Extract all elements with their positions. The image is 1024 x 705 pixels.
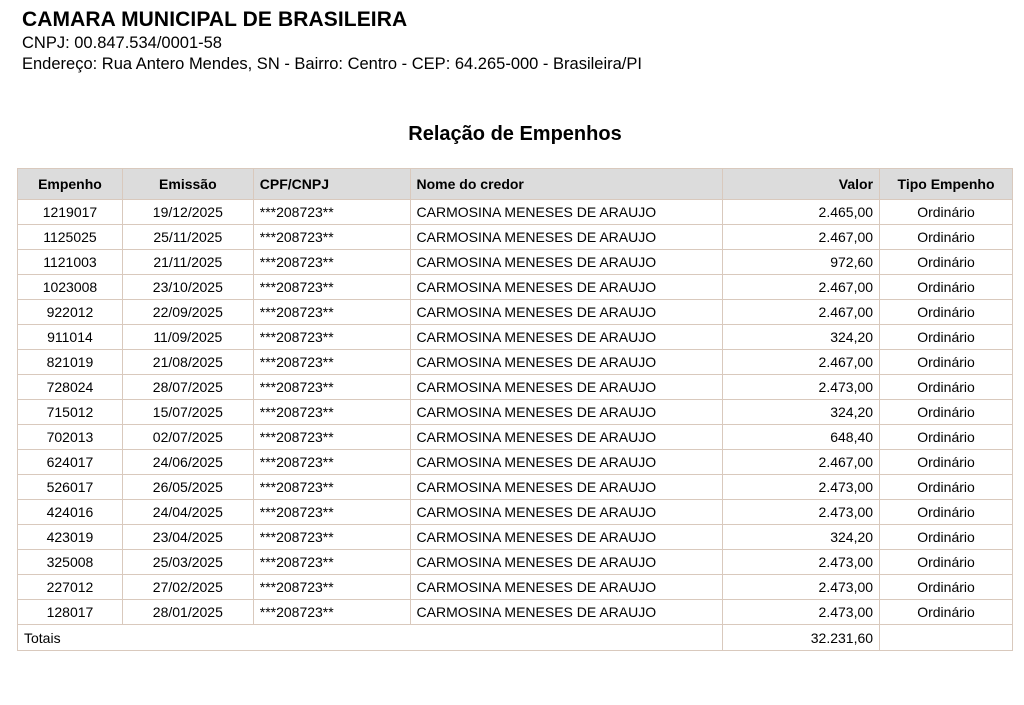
cell-nome-credor: CARMOSINA MENESES DE ARAUJO	[410, 325, 723, 350]
cell-cpf-cnpj: ***208723**	[253, 350, 410, 375]
cell-emissao: 11/09/2025	[122, 325, 253, 350]
cell-emissao: 26/05/2025	[122, 475, 253, 500]
table-row	[18, 350, 1013, 375]
cell-tipo-empenho: Ordinário	[880, 450, 1013, 475]
totals-label: Totais	[18, 625, 723, 651]
table-row	[18, 375, 1013, 400]
cell-cpf-cnpj: ***208723**	[253, 225, 410, 250]
cell-emissao: 28/07/2025	[122, 375, 253, 400]
cell-empenho: 728024	[18, 375, 123, 400]
cell-tipo-empenho: Ordinário	[880, 275, 1013, 300]
cell-empenho: 1125025	[18, 225, 123, 250]
header-row	[18, 169, 1013, 200]
cell-empenho: 821019	[18, 350, 123, 375]
cell-valor: 324,20	[723, 400, 880, 425]
cell-empenho: 702013	[18, 425, 123, 450]
org-address: Endereço: Rua Antero Mendes, SN - Bairro: Centro - CEP: 64.265-000 - Brasileira/PI	[22, 55, 642, 73]
cell-nome-credor: CARMOSINA MENESES DE ARAUJO	[410, 425, 723, 450]
cell-tipo-empenho: Ordinário	[880, 425, 1013, 450]
cell-tipo-empenho: Ordinário	[880, 525, 1013, 550]
cell-empenho: 1219017	[18, 200, 123, 225]
col-header-emissao: Emissão	[122, 169, 253, 200]
cell-valor: 2.467,00	[723, 350, 880, 375]
table-footer	[18, 625, 1013, 651]
cell-emissao: 15/07/2025	[122, 400, 253, 425]
cell-cpf-cnpj: ***208723**	[253, 600, 410, 625]
cell-nome-credor: CARMOSINA MENESES DE ARAUJO	[410, 375, 723, 400]
cell-cpf-cnpj: ***208723**	[253, 300, 410, 325]
cell-nome-credor: CARMOSINA MENESES DE ARAUJO	[410, 350, 723, 375]
cell-valor: 324,20	[723, 525, 880, 550]
cell-nome-credor: CARMOSINA MENESES DE ARAUJO	[410, 500, 723, 525]
cell-emissao: 27/02/2025	[122, 575, 253, 600]
cell-valor: 2.473,00	[723, 500, 880, 525]
table-body	[18, 200, 1013, 625]
cell-tipo-empenho: Ordinário	[880, 400, 1013, 425]
org-header	[22, 7, 642, 75]
cell-empenho: 715012	[18, 400, 123, 425]
cell-cpf-cnpj: ***208723**	[253, 275, 410, 300]
cell-valor: 2.465,00	[723, 200, 880, 225]
col-header-empenho: Empenho	[18, 169, 123, 200]
cell-empenho: 1023008	[18, 275, 123, 300]
cell-empenho: 911014	[18, 325, 123, 350]
cell-cpf-cnpj: ***208723**	[253, 575, 410, 600]
cell-tipo-empenho: Ordinário	[880, 550, 1013, 575]
cell-empenho: 325008	[18, 550, 123, 575]
cell-valor: 648,40	[723, 425, 880, 450]
cell-valor: 2.467,00	[723, 450, 880, 475]
cell-valor: 2.473,00	[723, 475, 880, 500]
org-name: CAMARA MUNICIPAL DE BRASILEIRA	[22, 8, 408, 31]
totals-value: 32.231,60	[723, 625, 880, 651]
cell-cpf-cnpj: ***208723**	[253, 525, 410, 550]
org-cnpj: CNPJ: 00.847.534/0001-58	[22, 34, 222, 52]
col-header-valor: Valor	[723, 169, 880, 200]
cell-valor: 972,60	[723, 250, 880, 275]
cell-cpf-cnpj: ***208723**	[253, 425, 410, 450]
cell-nome-credor: CARMOSINA MENESES DE ARAUJO	[410, 450, 723, 475]
table-row	[18, 225, 1013, 250]
cell-emissao: 23/10/2025	[122, 275, 253, 300]
table-row	[18, 425, 1013, 450]
cell-nome-credor: CARMOSINA MENESES DE ARAUJO	[410, 475, 723, 500]
col-header-nome-credor: Nome do credor	[410, 169, 723, 200]
cell-empenho: 423019	[18, 525, 123, 550]
cell-tipo-empenho: Ordinário	[880, 225, 1013, 250]
cell-emissao: 22/09/2025	[122, 300, 253, 325]
cell-valor: 2.467,00	[723, 275, 880, 300]
table-row	[18, 525, 1013, 550]
cell-nome-credor: CARMOSINA MENESES DE ARAUJO	[410, 275, 723, 300]
table-row	[18, 250, 1013, 275]
cell-tipo-empenho: Ordinário	[880, 200, 1013, 225]
col-header-cpf-cnpj: CPF/CNPJ	[253, 169, 410, 200]
cell-cpf-cnpj: ***208723**	[253, 450, 410, 475]
col-header-tipo-empenho: Tipo Empenho	[880, 169, 1013, 200]
cell-tipo-empenho: Ordinário	[880, 500, 1013, 525]
cell-valor: 2.473,00	[723, 575, 880, 600]
cell-tipo-empenho: Ordinário	[880, 375, 1013, 400]
cell-cpf-cnpj: ***208723**	[253, 400, 410, 425]
cell-empenho: 922012	[18, 300, 123, 325]
table-row	[18, 475, 1013, 500]
cell-empenho: 424016	[18, 500, 123, 525]
cell-tipo-empenho: Ordinário	[880, 300, 1013, 325]
cell-tipo-empenho: Ordinário	[880, 600, 1013, 625]
cell-nome-credor: CARMOSINA MENESES DE ARAUJO	[410, 225, 723, 250]
cell-nome-credor: CARMOSINA MENESES DE ARAUJO	[410, 525, 723, 550]
cell-cpf-cnpj: ***208723**	[253, 375, 410, 400]
table-row	[18, 500, 1013, 525]
table-row	[18, 325, 1013, 350]
cell-emissao: 02/07/2025	[122, 425, 253, 450]
table-row	[18, 600, 1013, 625]
cell-cpf-cnpj: ***208723**	[253, 200, 410, 225]
cell-tipo-empenho: Ordinário	[880, 575, 1013, 600]
table-row	[18, 275, 1013, 300]
cell-valor: 2.467,00	[723, 300, 880, 325]
cell-emissao: 25/03/2025	[122, 550, 253, 575]
table-row	[18, 575, 1013, 600]
cell-nome-credor: CARMOSINA MENESES DE ARAUJO	[410, 400, 723, 425]
cell-tipo-empenho: Ordinário	[880, 350, 1013, 375]
cell-empenho: 128017	[18, 600, 123, 625]
cell-emissao: 21/08/2025	[122, 350, 253, 375]
cell-cpf-cnpj: ***208723**	[253, 475, 410, 500]
table-row	[18, 400, 1013, 425]
table-row	[18, 450, 1013, 475]
table-row	[18, 550, 1013, 575]
table-header	[18, 169, 1013, 200]
cell-valor: 324,20	[723, 325, 880, 350]
cell-empenho: 1121003	[18, 250, 123, 275]
totals-empty-cell	[880, 625, 1013, 651]
cell-cpf-cnpj: ***208723**	[253, 250, 410, 275]
cell-emissao: 19/12/2025	[122, 200, 253, 225]
cell-cpf-cnpj: ***208723**	[253, 550, 410, 575]
cell-tipo-empenho: Ordinário	[880, 325, 1013, 350]
cell-emissao: 24/06/2025	[122, 450, 253, 475]
cell-emissao: 24/04/2025	[122, 500, 253, 525]
cell-emissao: 25/11/2025	[122, 225, 253, 250]
cell-nome-credor: CARMOSINA MENESES DE ARAUJO	[410, 600, 723, 625]
cell-cpf-cnpj: ***208723**	[253, 325, 410, 350]
table-row	[18, 200, 1013, 225]
report-title: Relação de Empenhos	[408, 123, 622, 145]
cell-nome-credor: CARMOSINA MENESES DE ARAUJO	[410, 200, 723, 225]
cell-emissao: 21/11/2025	[122, 250, 253, 275]
cell-tipo-empenho: Ordinário	[880, 250, 1013, 275]
cell-nome-credor: CARMOSINA MENESES DE ARAUJO	[410, 250, 723, 275]
cell-nome-credor: CARMOSINA MENESES DE ARAUJO	[410, 300, 723, 325]
cell-emissao: 28/01/2025	[122, 600, 253, 625]
cell-tipo-empenho: Ordinário	[880, 475, 1013, 500]
empenhos-table	[17, 168, 1013, 651]
cell-cpf-cnpj: ***208723**	[253, 500, 410, 525]
cell-empenho: 526017	[18, 475, 123, 500]
cell-valor: 2.473,00	[723, 375, 880, 400]
cell-empenho: 624017	[18, 450, 123, 475]
cell-nome-credor: CARMOSINA MENESES DE ARAUJO	[410, 575, 723, 600]
cell-emissao: 23/04/2025	[122, 525, 253, 550]
cell-valor: 2.467,00	[723, 225, 880, 250]
cell-empenho: 227012	[18, 575, 123, 600]
cell-valor: 2.473,00	[723, 550, 880, 575]
cell-nome-credor: CARMOSINA MENESES DE ARAUJO	[410, 550, 723, 575]
table-row	[18, 300, 1013, 325]
cell-valor: 2.473,00	[723, 600, 880, 625]
totals-row	[18, 625, 1013, 651]
